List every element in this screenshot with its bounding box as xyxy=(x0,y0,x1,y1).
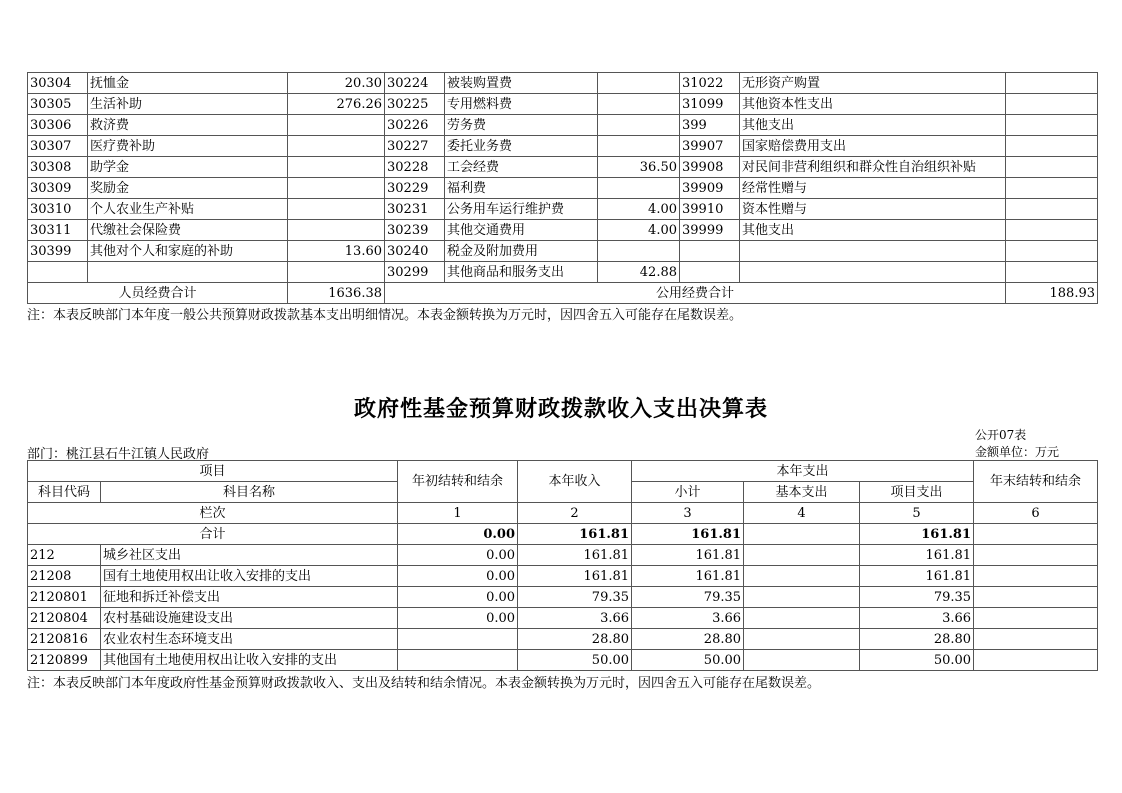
table-cell: 其他交通费用 xyxy=(445,220,598,241)
header-basic: 基本支出 xyxy=(744,482,860,503)
table-cell: 39909 xyxy=(680,178,740,199)
table-row xyxy=(28,220,1098,241)
table-cell: 36.50 xyxy=(598,157,680,178)
table-cell: 31099 xyxy=(680,94,740,115)
table-cell: 经常性赠与 xyxy=(740,178,1006,199)
table-cell: 30227 xyxy=(385,136,445,157)
table-cell: 个人农业生产补贴 xyxy=(88,199,288,220)
table-cell xyxy=(598,94,680,115)
table-cell: 其他支出 xyxy=(740,220,1006,241)
table-cell: 30228 xyxy=(385,157,445,178)
amount-cell xyxy=(398,650,518,671)
amount-cell xyxy=(974,545,1098,566)
table-cell: 20.30 xyxy=(288,73,385,94)
header-project: 项目支出 xyxy=(860,482,974,503)
amount-cell xyxy=(974,587,1098,608)
amount-cell xyxy=(744,629,860,650)
table-cell: 39999 xyxy=(680,220,740,241)
col-num: 4 xyxy=(744,503,860,524)
table-cell: 30311 xyxy=(28,220,88,241)
subject-code: 2120801 xyxy=(28,587,101,608)
table-cell xyxy=(1006,157,1098,178)
table-cell xyxy=(1006,94,1098,115)
table-cell xyxy=(1006,73,1098,94)
amount-cell xyxy=(974,608,1098,629)
amount-cell: 0.00 xyxy=(398,566,518,587)
header-item: 项目 xyxy=(28,461,398,482)
table-cell: 30229 xyxy=(385,178,445,199)
amount-cell xyxy=(744,608,860,629)
table-cell: 资本性赠与 xyxy=(740,199,1006,220)
table-cell: 42.88 xyxy=(598,262,680,283)
total-cell xyxy=(974,524,1098,545)
table-row xyxy=(28,262,1098,283)
amount-cell: 0.00 xyxy=(398,608,518,629)
amount-cell: 3.66 xyxy=(632,608,744,629)
amount-cell: 3.66 xyxy=(860,608,974,629)
table-cell: 其他对个人和家庭的补助 xyxy=(88,241,288,262)
header-name: 科目名称 xyxy=(101,482,398,503)
table-row xyxy=(28,136,1098,157)
public-total-value: 188.93 xyxy=(1006,283,1098,304)
amount-cell: 50.00 xyxy=(860,650,974,671)
table-row xyxy=(28,115,1098,136)
amount-cell: 0.00 xyxy=(398,587,518,608)
col-num: 5 xyxy=(860,503,974,524)
table-cell xyxy=(1006,136,1098,157)
note-1: 注：本表反映部门本年度一般公共预算财政拨款基本支出明细情况。本表金额转换为万元时，因四舍五入可能存在尾数误差。 xyxy=(27,308,743,323)
amount-cell: 79.35 xyxy=(860,587,974,608)
personnel-total-label: 人员经费合计 xyxy=(28,283,288,304)
table-cell: 公务用车运行维护费 xyxy=(445,199,598,220)
table-cell: 奖励金 xyxy=(88,178,288,199)
amount-cell xyxy=(398,629,518,650)
table-cell xyxy=(288,115,385,136)
table-cell: 30305 xyxy=(28,94,88,115)
table-cell xyxy=(680,241,740,262)
public-total-label: 公用经费合计 xyxy=(385,283,1006,304)
subject-code: 21208 xyxy=(28,566,101,587)
table-cell: 其他资本性支出 xyxy=(740,94,1006,115)
amount-cell: 161.81 xyxy=(632,566,744,587)
note-2: 注：本表反映部门本年度政府性基金预算财政拨款收入、支出及结转和结余情况。本表金额转换为万元时，因四舍五入可能存在尾数误差。 xyxy=(27,676,821,691)
personnel-total-value: 1636.38 xyxy=(288,283,385,304)
amount-cell: 50.00 xyxy=(632,650,744,671)
table-cell xyxy=(740,262,1006,283)
basic-expenditure-detail-table xyxy=(27,72,1098,304)
table-cell: 30226 xyxy=(385,115,445,136)
table-cell: 276.26 xyxy=(288,94,385,115)
table-cell xyxy=(288,136,385,157)
table-cell: 福利费 xyxy=(445,178,598,199)
table-cell: 医疗费补助 xyxy=(88,136,288,157)
table-cell xyxy=(28,262,88,283)
table-cell xyxy=(598,241,680,262)
table-cell: 399 xyxy=(680,115,740,136)
table-cell: 30239 xyxy=(385,220,445,241)
table-cell: 13.60 xyxy=(288,241,385,262)
table-cell: 30308 xyxy=(28,157,88,178)
subject-name: 征地和拆迁补偿支出 xyxy=(101,587,398,608)
amount-cell xyxy=(974,629,1098,650)
header-end-balance: 年末结转和结余 xyxy=(974,461,1098,503)
table-cell: 30307 xyxy=(28,136,88,157)
header-income: 本年收入 xyxy=(518,461,632,503)
amount-cell: 0.00 xyxy=(398,545,518,566)
header-row-1 xyxy=(28,461,1098,482)
header-expense: 本年支出 xyxy=(632,461,974,482)
table1-total-row xyxy=(28,283,1098,304)
table-cell xyxy=(288,220,385,241)
header-subtotal: 小计 xyxy=(632,482,744,503)
total-cell: 161.81 xyxy=(518,524,632,545)
table-cell xyxy=(1006,199,1098,220)
table-cell: 工会经费 xyxy=(445,157,598,178)
table-cell: 39910 xyxy=(680,199,740,220)
amount-unit: 金额单位：万元 xyxy=(975,445,1060,459)
table-row xyxy=(28,199,1098,220)
table-row xyxy=(28,73,1098,94)
col-num: 6 xyxy=(974,503,1098,524)
header-lanci: 栏次 xyxy=(28,503,398,524)
table-cell xyxy=(598,73,680,94)
subject-name: 城乡社区支出 xyxy=(101,545,398,566)
total-row xyxy=(28,524,1098,545)
table-row xyxy=(28,94,1098,115)
table-cell: 30310 xyxy=(28,199,88,220)
table-row xyxy=(28,587,1098,608)
subject-name: 其他国有土地使用权出让收入安排的支出 xyxy=(101,650,398,671)
fund-budget-table xyxy=(27,460,1098,671)
table-row xyxy=(28,545,1098,566)
table-cell: 30231 xyxy=(385,199,445,220)
table-cell xyxy=(740,241,1006,262)
subject-code: 212 xyxy=(28,545,101,566)
header-begin-balance: 年初结转和结余 xyxy=(398,461,518,503)
amount-cell: 28.80 xyxy=(632,629,744,650)
department-label: 部门：桃江县石牛江镇人民政府 xyxy=(27,447,210,462)
table-cell: 生活补助 xyxy=(88,94,288,115)
table-cell xyxy=(1006,220,1098,241)
table-cell: 无形资产购置 xyxy=(740,73,1006,94)
amount-cell: 161.81 xyxy=(860,545,974,566)
table-row xyxy=(28,566,1098,587)
table-cell xyxy=(1006,178,1098,199)
table-cell: 其他支出 xyxy=(740,115,1006,136)
table-cell: 30299 xyxy=(385,262,445,283)
table-cell xyxy=(88,262,288,283)
table-cell: 助学金 xyxy=(88,157,288,178)
amount-cell xyxy=(744,545,860,566)
table-cell xyxy=(1006,262,1098,283)
table-cell: 30399 xyxy=(28,241,88,262)
table-cell xyxy=(598,115,680,136)
table-cell xyxy=(1006,115,1098,136)
col-num: 2 xyxy=(518,503,632,524)
subject-code: 2120804 xyxy=(28,608,101,629)
table-cell: 30224 xyxy=(385,73,445,94)
table-cell: 对民间非营利组织和群众性自治组织补贴 xyxy=(740,157,1006,178)
amount-cell xyxy=(744,566,860,587)
column-number-row xyxy=(28,503,1098,524)
table-cell xyxy=(288,157,385,178)
table-row xyxy=(28,241,1098,262)
total-label: 合计 xyxy=(28,524,398,545)
table-cell: 代缴社会保险费 xyxy=(88,220,288,241)
total-cell: 161.81 xyxy=(860,524,974,545)
amount-cell: 28.80 xyxy=(860,629,974,650)
total-cell xyxy=(744,524,860,545)
total-cell: 0.00 xyxy=(398,524,518,545)
table-cell: 39908 xyxy=(680,157,740,178)
col-num: 1 xyxy=(398,503,518,524)
subject-name: 国有土地使用权出让收入安排的支出 xyxy=(101,566,398,587)
amount-cell: 161.81 xyxy=(518,545,632,566)
table-cell: 被装购置费 xyxy=(445,73,598,94)
amount-cell: 50.00 xyxy=(518,650,632,671)
table2-body xyxy=(28,545,1098,671)
table-cell: 30240 xyxy=(385,241,445,262)
table-cell: 国家赔偿费用支出 xyxy=(740,136,1006,157)
subject-code: 2120816 xyxy=(28,629,101,650)
table-cell xyxy=(680,262,740,283)
table-cell xyxy=(598,178,680,199)
table-row xyxy=(28,650,1098,671)
subject-name: 农村基础设施建设支出 xyxy=(101,608,398,629)
table-cell: 30309 xyxy=(28,178,88,199)
table-cell: 31022 xyxy=(680,73,740,94)
amount-cell: 79.35 xyxy=(632,587,744,608)
amount-cell xyxy=(744,650,860,671)
table-row xyxy=(28,629,1098,650)
table-cell: 委托业务费 xyxy=(445,136,598,157)
amount-cell: 28.80 xyxy=(518,629,632,650)
amount-cell xyxy=(974,650,1098,671)
amount-cell: 161.81 xyxy=(860,566,974,587)
table-row xyxy=(28,608,1098,629)
table-cell xyxy=(288,262,385,283)
table-cell: 税金及附加费用 xyxy=(445,241,598,262)
subject-name: 农业农村生态环境支出 xyxy=(101,629,398,650)
col-num: 3 xyxy=(632,503,744,524)
table-cell: 30225 xyxy=(385,94,445,115)
table-cell: 4.00 xyxy=(598,220,680,241)
table-row xyxy=(28,157,1098,178)
table-cell xyxy=(288,199,385,220)
table-cell: 劳务费 xyxy=(445,115,598,136)
form-number: 公开07表 xyxy=(975,428,1027,442)
header-code: 科目代码 xyxy=(28,482,101,503)
amount-cell: 79.35 xyxy=(518,587,632,608)
amount-cell: 161.81 xyxy=(632,545,744,566)
amount-cell: 161.81 xyxy=(518,566,632,587)
table-cell: 4.00 xyxy=(598,199,680,220)
subject-code: 2120899 xyxy=(28,650,101,671)
table-cell: 抚恤金 xyxy=(88,73,288,94)
table-row xyxy=(28,178,1098,199)
table-cell: 30304 xyxy=(28,73,88,94)
table-cell: 其他商品和服务支出 xyxy=(445,262,598,283)
total-cell: 161.81 xyxy=(632,524,744,545)
table-cell: 39907 xyxy=(680,136,740,157)
table-cell: 专用燃料费 xyxy=(445,94,598,115)
page-title: 政府性基金预算财政拨款收入支出决算表 xyxy=(353,396,768,422)
table-cell xyxy=(598,136,680,157)
amount-cell xyxy=(974,566,1098,587)
table1-body xyxy=(28,73,1098,283)
amount-cell xyxy=(744,587,860,608)
amount-cell: 3.66 xyxy=(518,608,632,629)
table-cell: 30306 xyxy=(28,115,88,136)
table-cell: 救济费 xyxy=(88,115,288,136)
table-cell xyxy=(1006,241,1098,262)
table-cell xyxy=(288,178,385,199)
